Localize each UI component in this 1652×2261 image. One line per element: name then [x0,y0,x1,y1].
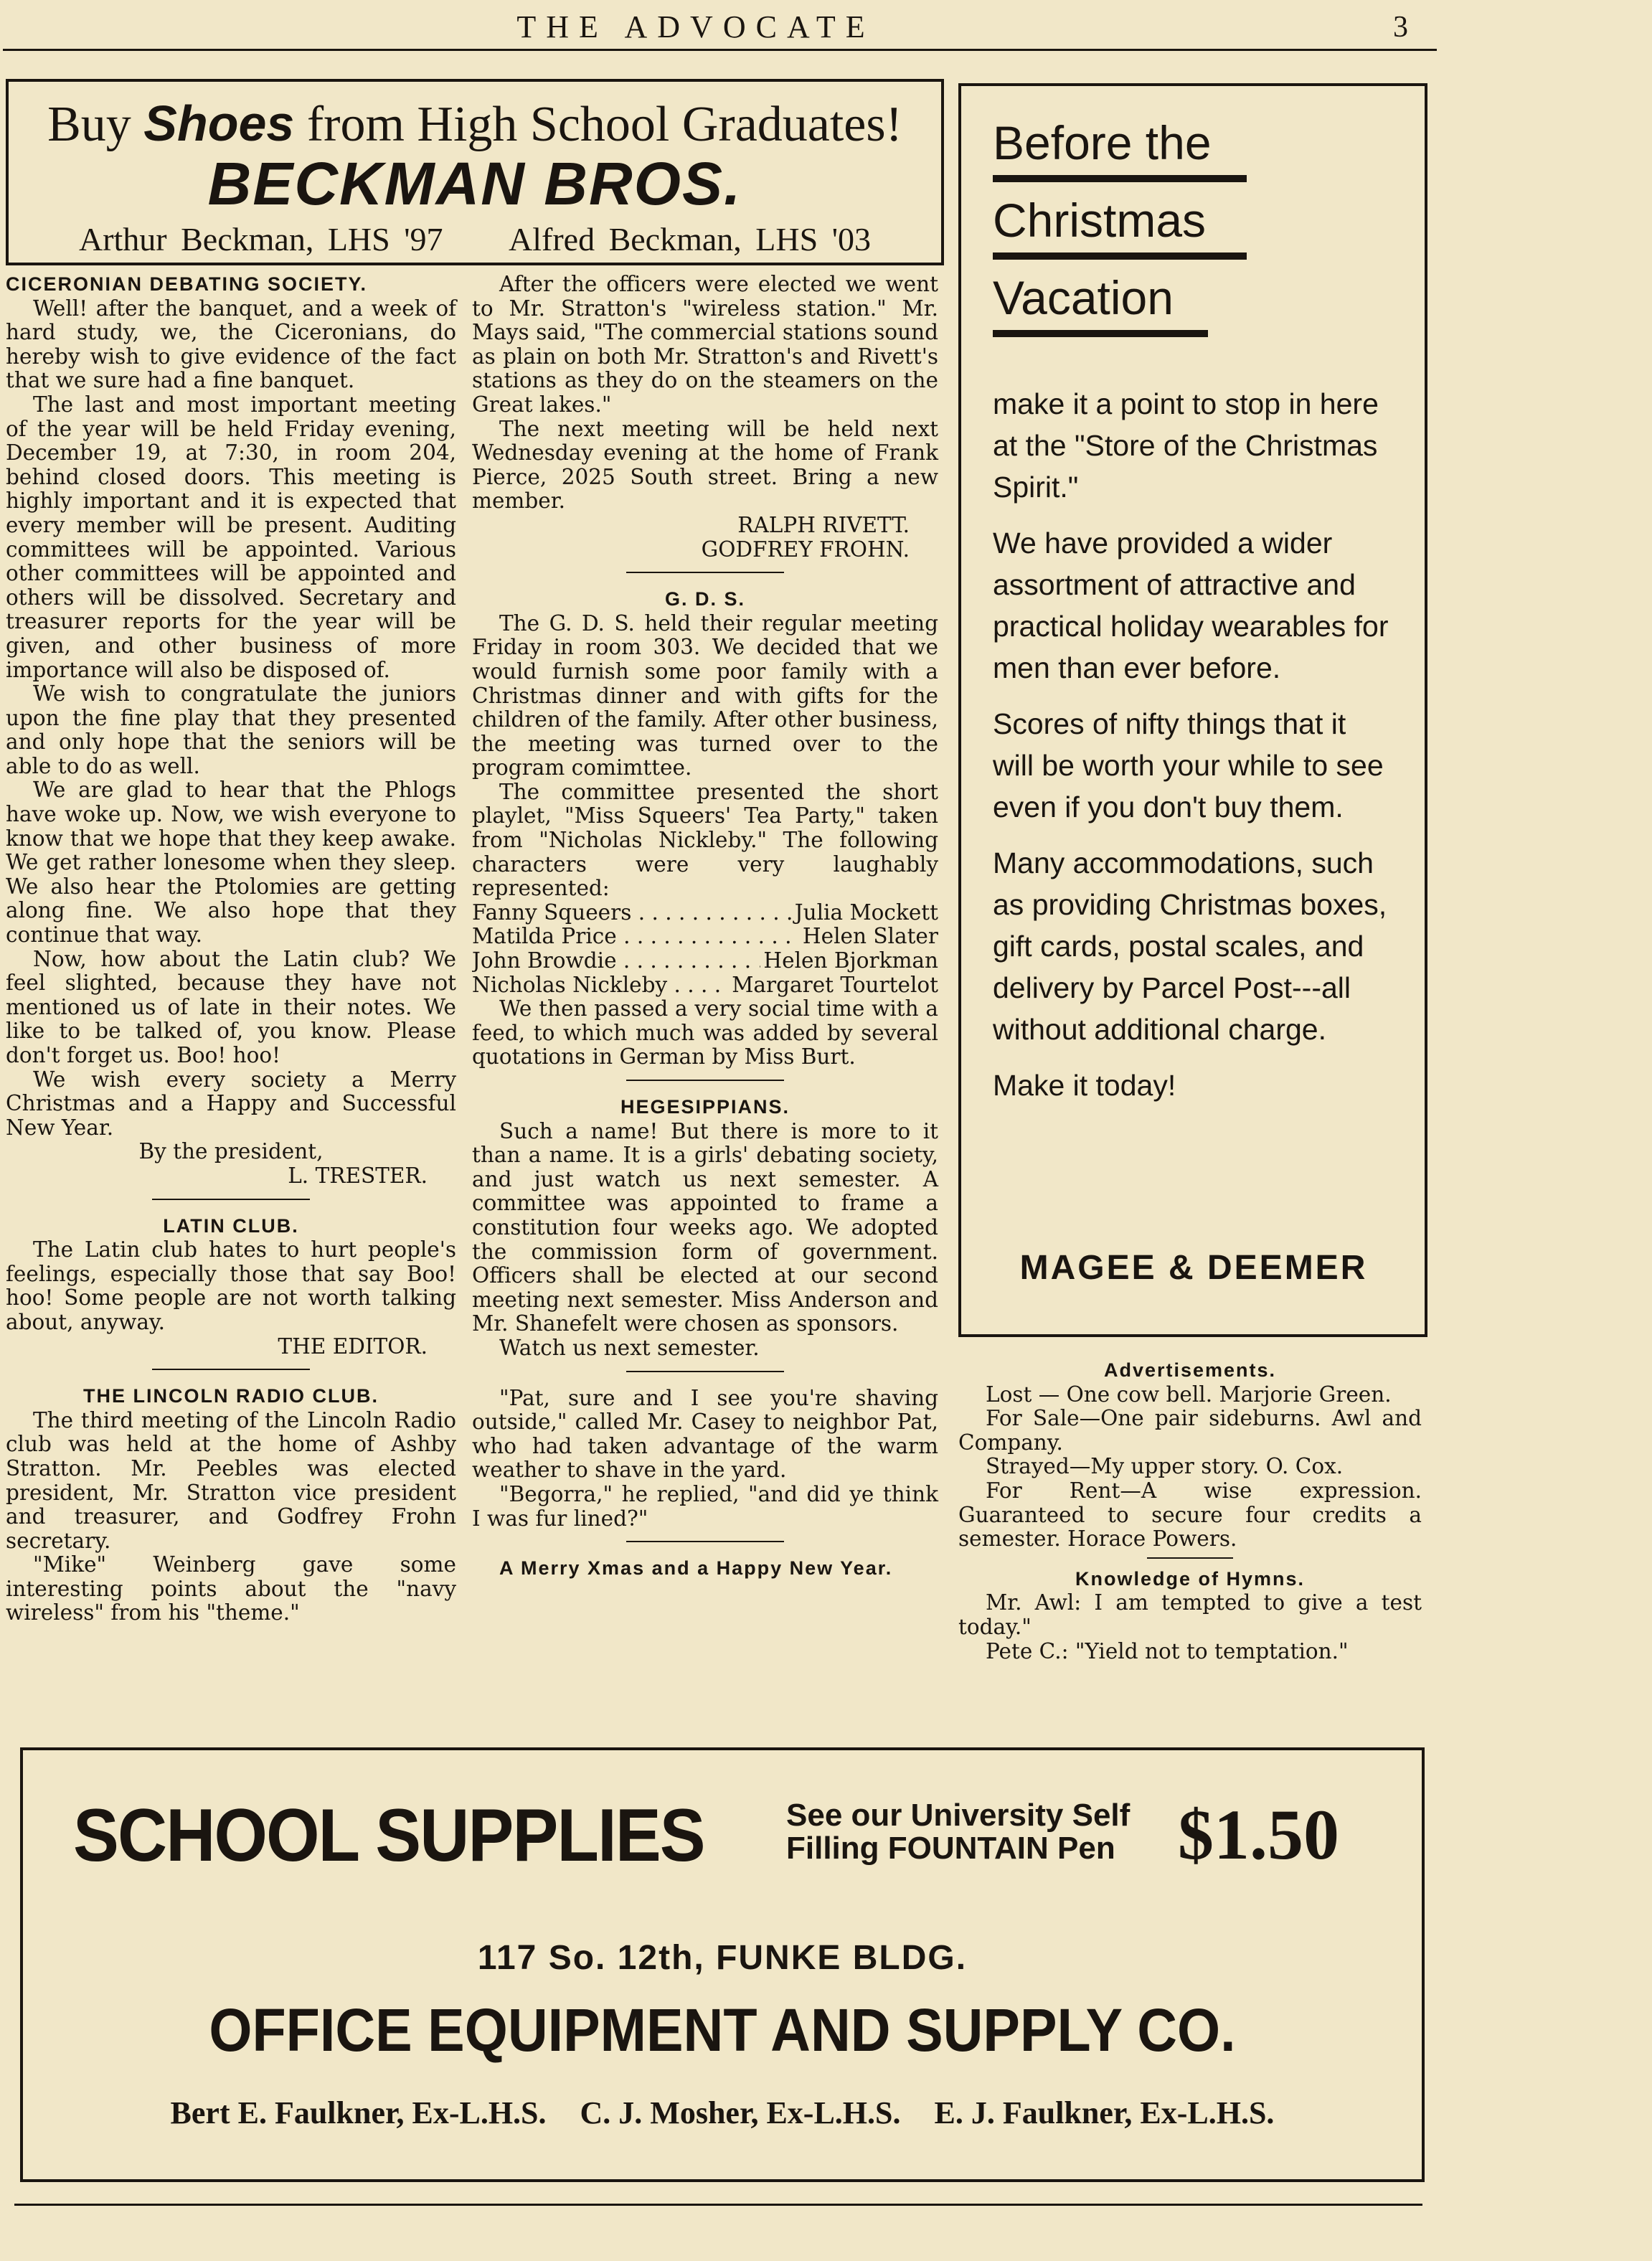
paragraph: Strayed—My upper story. O. Cox. [986,1454,1344,1479]
paragraph: The committee presented the short playlet, "Miss Squeers' Tea Party," taken from "Nicholas Nickleby." The following characters were very laughably represented: [472,779,938,901]
radio-club-heading: THE LINCOLN RADIO CLUB. [83,1385,379,1407]
ad-paragraph: Make it today! [993,1069,1176,1102]
ciceronian-heading: CICERONIAN DEBATING SOCIETY. [6,273,368,295]
ad-headline-b: Shoes [143,95,295,151]
cast-actor: Helen Slater [802,924,938,949]
heading-rule [993,175,1247,182]
paragraph: Lost — One cow bell. Marjorie Green. [986,1382,1392,1407]
ad-heading-line1: Before the [993,116,1212,169]
section-divider [1147,1557,1233,1559]
paragraph: We wish to congratulate the juniors upon the fine play that they presented and only hope that the seniors will be able to do as well. [6,681,456,778]
footer-rule [14,2204,1422,2206]
section-divider [626,1541,784,1542]
paragraph: Well! after the banquet, and a week of hard study, we, the Ciceronians, do hereby wish to give evidence of the fact that we sure had a fine banquet. [6,296,456,393]
signature-line: By the president, [138,1139,324,1164]
cast-row [472,925,938,949]
paragraph: For Rent—A wise expression. Guaranteed to secure four credits a semester. Horace Powers. [958,1478,1422,1552]
heading-rule [993,330,1208,337]
section-divider [626,1080,784,1081]
signature-name: L. TRESTER. [288,1163,428,1188]
ad-signature: MAGEE & DEEMER [1019,1249,1368,1287]
paragraph: For Sale—One pair sideburns. Awl and Company. [958,1406,1422,1455]
cast-role: John Browdie . . . [472,949,760,973]
paragraph: The next meeting will be held next Wednesday evening at the home of Frank Pierce, 2025 South street. Bring a new member. [472,416,938,514]
paragraph: After the officers were elected we went to Mr. Stratton's "wireless station." Mr. Mays said, "The commercial stations sound as plain on both Mr. Stratton's and Rivett's stations as they do on the steamers on the Great lakes." [472,272,938,417]
signature-name: RALPH RIVETT. [737,512,910,537]
store-address: 117 So. 12th, FUNKE BLDG. [477,1939,968,1977]
section-divider [626,572,784,573]
paragraph: The Latin club hates to hurt people's feelings, especially those that say Boo! hoo! Some people are not worth talking about, anyway. [6,1237,456,1334]
ad-heading-line2: Christmas [993,194,1207,247]
section-divider [152,1369,310,1370]
cast-actor: Margaret Tourtelot [732,972,938,997]
pen-offer-line2: Filling FOUNTAIN Pen [786,1831,1115,1866]
ad-headline [9,95,941,154]
cast-role: Fanny Squeers . . . [472,901,792,925]
ad-body [993,383,1394,1120]
paragraph: Mr. Awl: I am tempted to give a test today." [958,1590,1422,1639]
column-3 [958,1359,1422,1663]
section-divider [626,1371,784,1372]
cast-row [472,901,938,925]
cast-actor: Helen Bjorkman [763,948,938,973]
paragraph: The third meeting of the Lincoln Radio club was held at the home of Ashby Stratton. Mr. Peebles was elected president, Mr. Stratton vice president and treasurer, and Godfrey Frohn secretary. [6,1407,456,1553]
paragraph: Watch us next semester. [499,1335,760,1360]
signature-name: GODFREY FROHN. [701,537,910,562]
cast-list [472,901,938,997]
proprietor-1: Arthur Beckman, LHS '97 [78,221,443,258]
column-2 [472,273,938,1581]
paragraph: We are glad to hear that the Phlogs have woke up. Now, we wish everyone to know that we hope that they keep awake. We get rather lonesome when they sleep. We also hear the Ptolomies are getting along fine. We also hope that they continue that way. [6,778,456,948]
magee-deemer-ad [958,83,1427,1337]
advertisements-heading: Advertisements. [1103,1359,1277,1381]
school-supplies-headline: SCHOOL SUPPLIES [73,1794,704,1877]
ad-paragraph: We have provided a wider assortment of attractive and practical holiday wearables for men than ever before. [993,527,1389,684]
ad-paragraph: Many accommodations, such as providing Christmas boxes, gift cards, postal scales, and delivery by Parcel Post---all without additional charge. [993,846,1387,1046]
column-1 [6,273,456,1625]
ad-headline-c: from High School Graduates! [306,97,902,152]
paragraph: We wish every society a Merry Christmas and a Happy and Successful New Year. [6,1067,456,1140]
paragraph: We then passed a very social time with a feed, to which much was added by several quotations in German by Miss Burt. [472,996,938,1070]
company-name: OFFICE EQUIPMENT AND SUPPLY CO. [209,1996,1236,2064]
fountain-pen-offer [786,1799,1130,1865]
paragraph: Such a name! But there is more to it than a name. It is a girls' debating society, and just watch us next semester. A committee was appointed to frame a constitution four weeks ago. We adopted the commission form of government. Officers shall be elected at our second meeting next semester. Miss Anderson and Mr. Shanefelt were chosen as sponsors. [472,1118,938,1336]
pen-price: $1.50 [1178,1795,1339,1874]
beckman-bros-ad [6,79,944,265]
paragraph: "Mike" Weinberg gave some interesting points about the "navy wireless" from his "theme." [6,1552,456,1625]
running-header [0,3,1652,53]
hymns-heading: Knowledge of Hymns. [1075,1567,1306,1590]
cast-role: Matilda Price . . . [472,925,800,949]
paragraph: Pete C.: "Yield not to temptation." [986,1638,1349,1663]
heading-rule [993,252,1247,260]
xmas-greeting: A Merry Xmas and a Happy New Year. [499,1557,893,1580]
pen-offer-line1: See our University Self [786,1798,1131,1833]
hegesippians-heading: HEGESIPPIANS. [620,1096,790,1118]
office-equipment-ad [20,1747,1425,2182]
signature-name: THE EDITOR. [278,1334,428,1359]
proprietor-name: C. J. Mosher, Ex-L.H.S. [580,2095,901,2130]
cast-actor: Julia Mockett [794,900,938,925]
header-rule [3,49,1437,51]
proprietor-2: Alfred Beckman, LHS '03 [509,221,871,258]
paragraph: The last and most important meeting of the year will be held Friday evening, December 19, at 7:30, in room 204, behind closed doors. This meeting is highly important and it is expected that every member will be present. Auditing committees will be appointed. Various other committees will be appointed and others will be dissolved. Secretary and treasurer reports for the year will be given, and other business of more importance will also be disposed of. [6,392,456,682]
proprietor-names [23,2095,1422,2131]
gds-heading: G. D. S. [664,588,746,610]
ad-heading-line3: Vacation [993,271,1174,324]
ad-headline-a: Buy [47,97,131,152]
ad-company-name: BECKMAN BROS. [207,150,742,217]
cast-row [472,973,938,998]
ad-paragraph: make it a point to stop in here at the "Store of the Christmas Spirit." [993,387,1379,504]
cast-row [472,949,938,973]
masthead-title: THE ADVOCATE [516,9,875,44]
page-number: 3 [1393,11,1408,44]
paragraph: "Begorra," he replied, "and did ye think I was fur lined?" [472,1481,938,1531]
proprietor-name: E. J. Faulkner, Ex-L.H.S. [934,2095,1275,2130]
paragraph: "Pat, sure and I see you're shaving outside," called Mr. Casey to neighbor Pat, who had taken advantage of the warm weather to shave in the yard. [472,1385,938,1483]
latin-club-heading: LATIN CLUB. [163,1214,299,1237]
section-divider [152,1199,310,1200]
proprietor-name: Bert E. Faulkner, Ex-L.H.S. [170,2095,547,2130]
ad-proprietors [9,220,941,258]
ad-paragraph: Scores of nifty things that it will be worth your while to see even if you don't buy them. [993,707,1384,823]
cast-role: Nicholas Nickleby . . . [472,973,729,998]
paragraph: Now, how about the Latin club? We feel slighted, because they have not mentioned us of late in their notes. We like to be talked of, you know. Please don't forget us. Boo! hoo! [6,946,456,1067]
paragraph: The G. D. S. held their regular meeting Friday in room 303. We decided that we would furnish some poor family with a Christmas dinner and with gifts for the children of the family. After other business, the meeting was turned over to the program comimttee. [472,610,938,780]
